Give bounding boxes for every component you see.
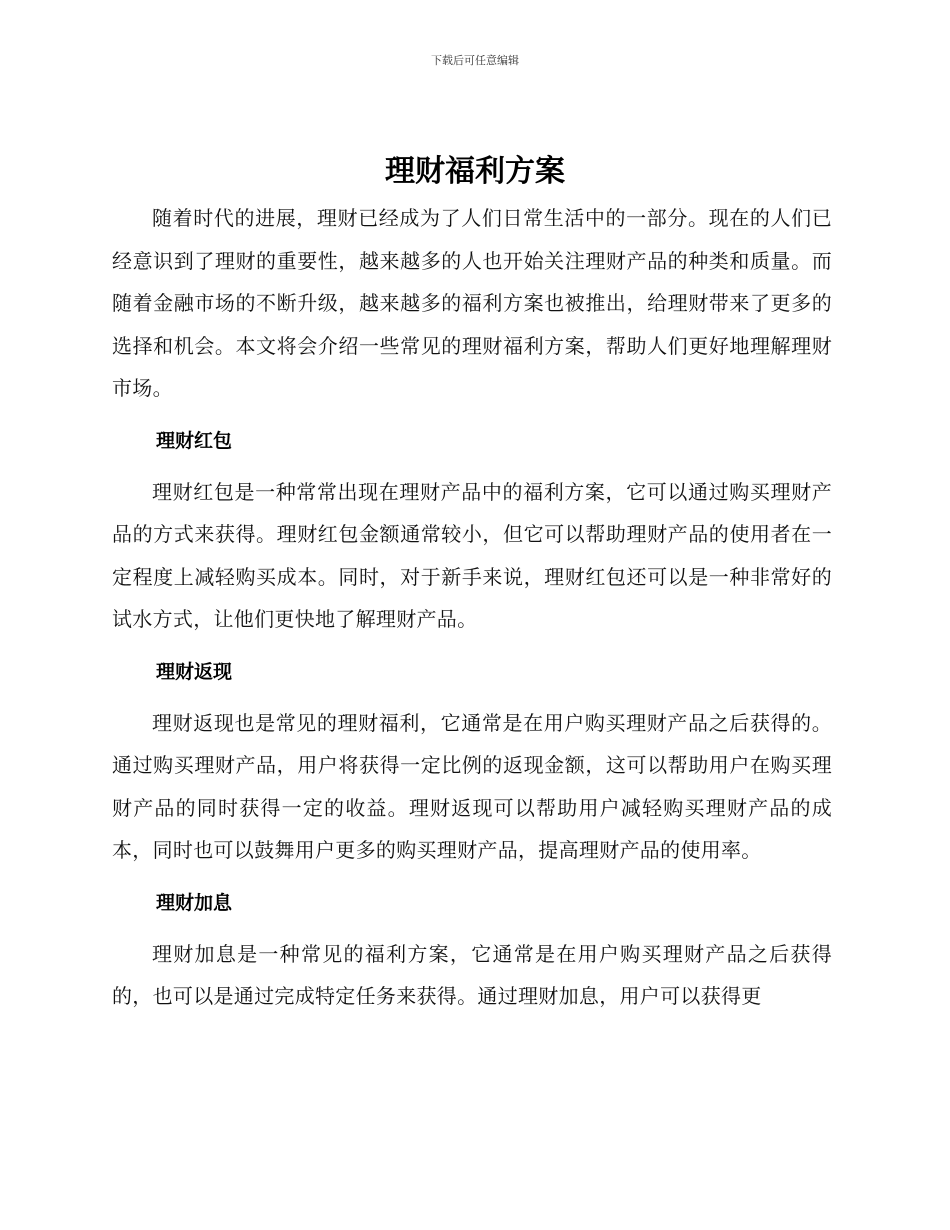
section-body-red-packet: 理财红包是一种常常出现在理财产品中的福利方案，它可以通过购买理财产品的方式来获得。理财红包金额通常较小，但它可以帮助理财产品的使用者在一定程度上减轻购买成本。同时，对于新手来说，理财红包还可以是一种非常好的试水方式，让他们更快地了解理财产品。 <box>112 479 832 631</box>
section-body-cashback: 理财返现也是常见的理财福利，它通常是在用户购买理财产品之后获得的。通过购买理财产品，用户将获得一定比例的返现金额，这可以帮助用户在购买理财产品的同时获得一定的收益。理财返现可以帮助用户减轻购买理财产品的成本，同时也可以鼓舞用户更多的购买理财产品，提高理财产品的使用率。 <box>112 710 832 862</box>
section-heading-red-packet: 理财红包 <box>156 429 233 452</box>
page-header-note: 下载后可任意编辑 <box>431 54 519 67</box>
section-heading-cashback: 理财返现 <box>156 660 233 683</box>
document-title: 理财福利方案 <box>385 154 565 189</box>
intro-paragraph: 随着时代的进展，理财已经成为了人们日常生活中的一部分。现在的人们已经意识到了理财的重要性，越来越多的人也开始关注理财产品的种类和质量。而随着金融市场的不断升级，越来越多的福利方案也被推出，给理财带来了更多的选择和机会。本文将会介绍一些常见的理财福利方案，帮助人们更好地理解理财市场。 <box>112 206 832 400</box>
section-body-interest-boost: 理财加息是一种常见的福利方案，它通常是在用户购买理财产品之后获得的，也可以是通过完成特定任务来获得。通过理财加息，用户可以获得更 <box>112 941 832 1008</box>
document-body <box>112 197 832 1018</box>
section-heading-interest-boost: 理财加息 <box>156 891 233 914</box>
